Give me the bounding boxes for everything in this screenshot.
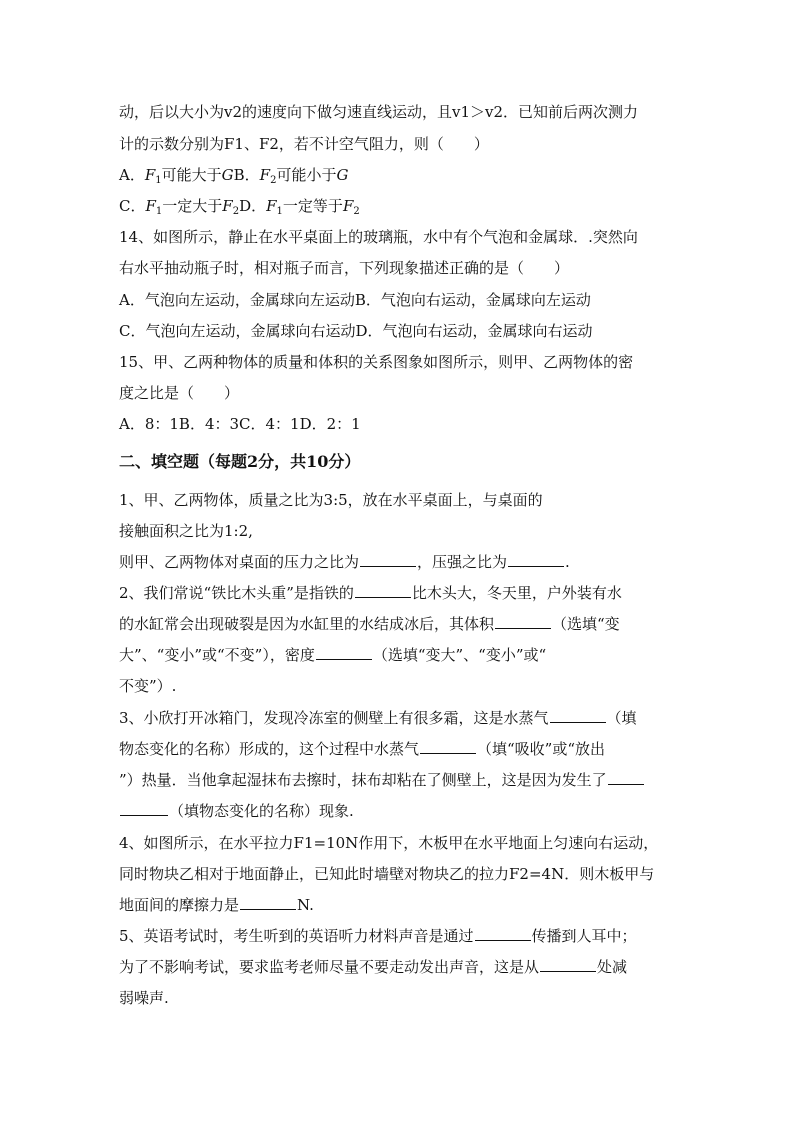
f2-text-2b: （选填“变 <box>552 615 620 633</box>
f5-line-1 <box>119 926 637 946</box>
q13-line-1: 动，后以大小为v2的速度向下做匀速直线运动，且v1＞v2．已知前后两次测力 <box>119 103 639 121</box>
answer-blank[interactable] <box>120 801 168 816</box>
option-c-text: 一定大于 <box>162 197 223 215</box>
f2-line-3 <box>119 645 546 665</box>
q13-line-2: 计的示数分别为F1、F2，若不计空气阻力，则（ ） <box>119 135 489 153</box>
f5-text-2b: 处减 <box>597 958 628 976</box>
f3-text-1b: （填 <box>606 709 637 727</box>
option-a-text: 可能大于 <box>161 166 222 184</box>
q14-line-1: 14、如图所示，静止在水平桌面上的玻璃瓶，水中有个气泡和金属球．.突然向 <box>119 228 638 246</box>
option-a-var: F <box>144 166 156 184</box>
option-d-var2: F <box>342 197 354 215</box>
option-d-sub: 1 <box>276 206 283 217</box>
f1-line-2: 接触面积之比为1:2, <box>119 522 253 540</box>
q15-options: A．8：1B．4：3C．4：1D．2：1 <box>119 415 361 433</box>
f1-text-b: ，压强之比为 <box>417 553 508 571</box>
answer-blank[interactable] <box>475 926 531 941</box>
option-c-var: F <box>145 197 156 215</box>
option-a-var2: G <box>221 166 234 184</box>
q13-options-ab <box>119 165 348 185</box>
q15-line-2: 度之比是（ ） <box>119 384 240 402</box>
f4-line-2: 同时物块乙相对于地面静止，已知此时墙壁对物块乙的拉力F2=4N．则木板甲与 <box>119 865 655 883</box>
section-heading: 二、填空题（每题2分，共10分） <box>119 452 361 471</box>
f2-text-2a: 的水缸常会出现破裂是因为水缸里的水结成冰后，其体积 <box>119 615 495 633</box>
answer-blank[interactable] <box>550 708 606 723</box>
option-c-sub2: 2 <box>232 206 240 217</box>
f3-text-3a: ”）热量．当他拿起湿抹布去擦时，抹布却粘在了侧壁上，这是因为发生了 <box>119 771 607 789</box>
f2-text-3a: 大”、“变小”或“不变”），密度 <box>119 646 315 664</box>
f1-text-a: 则甲、乙两物体对桌面的压力之比为 <box>119 553 360 571</box>
f5-line-3: 弱噪声. <box>119 989 169 1007</box>
option-b-var: F <box>259 166 271 184</box>
q14-options-ab: A．气泡向左运动，金属球向左运动B．气泡向右运动，金属球向左运动 <box>119 291 591 309</box>
f2-line-1 <box>119 583 622 603</box>
f4-text-3a: 地面间的摩擦力是 <box>119 896 240 914</box>
option-c-sub: 1 <box>155 206 163 217</box>
option-b-var2: G <box>336 166 349 184</box>
option-b-text: 可能小于 <box>276 166 337 184</box>
f3-line-3 <box>119 770 645 790</box>
f3-line-4 <box>119 801 354 821</box>
f1-line-1: 1、甲、乙两物体，质量之比为3:5，放在水平桌面上，与桌面的 <box>119 491 543 509</box>
f3-text-1a: 3、小欣打开冰箱门，发现冷冻室的侧壁上有很多霜，这是水蒸气 <box>119 709 549 727</box>
option-a-sub: 1 <box>155 175 162 186</box>
f3-line-2 <box>119 739 605 759</box>
f3-text-2b: （填“吸收”或“放出 <box>477 740 606 758</box>
answer-blank[interactable] <box>355 583 411 598</box>
f4-line-1: 4、如图所示，在水平拉力F1=10N作用下，木板甲在水平地面上匀速向右运动， <box>119 834 659 852</box>
f5-text-2a: 为了不影响考试，要求监考老师尽量不要走动发出声音，这是从 <box>119 958 540 976</box>
answer-blank[interactable] <box>495 614 551 629</box>
answer-blank[interactable] <box>360 552 416 567</box>
answer-blank[interactable] <box>540 957 596 972</box>
answer-blank[interactable] <box>608 770 644 785</box>
answer-blank[interactable] <box>240 895 296 910</box>
f4-line-3 <box>119 895 314 915</box>
f5-line-2 <box>119 957 627 977</box>
f1-line-3 <box>119 552 570 572</box>
f2-line-2 <box>119 614 620 634</box>
f2-line-4: 不变”）. <box>119 677 177 695</box>
option-b-sub: 2 <box>270 175 277 186</box>
f3-text-4b: （填物态变化的名称）现象. <box>169 802 354 820</box>
f3-line-1 <box>119 708 637 728</box>
f3-text-2a: 物态变化的名称）形成的，这个过程中水蒸气 <box>119 740 420 758</box>
f2-text-1a: 2、我们常说“铁比木头重”是指铁的 <box>119 584 354 602</box>
option-a-prefix: A． <box>119 166 145 184</box>
option-d-prefix: D． <box>239 197 267 215</box>
f5-text-1a: 5、英语考试时，考生听到的英语听力材料声音是通过 <box>119 927 474 945</box>
f1-text-c: . <box>565 553 570 571</box>
option-c-var2: F <box>222 197 233 215</box>
q15-line-1: 15、甲、乙两种物体的质量和体积的关系图象如图所示，则甲、乙两物体的密 <box>119 353 634 371</box>
answer-blank[interactable] <box>420 739 476 754</box>
q14-line-2: 右水平抽动瓶子时，相对瓶子而言，下列现象描述正确的是（ ） <box>119 259 570 277</box>
option-d-text: 一定等于 <box>282 197 343 215</box>
q14-options-cd: C．气泡向左运动，金属球向右运动D．气泡向右运动，金属球向右运动 <box>119 322 593 340</box>
answer-blank[interactable] <box>316 645 372 660</box>
option-d-var: F <box>266 197 277 215</box>
f2-text-1b: 比木头大，冬天里，户外装有水 <box>411 584 622 602</box>
option-b-prefix: B． <box>233 166 260 184</box>
q13-options-cd <box>119 196 360 216</box>
f5-text-1b: 传播到人耳中； <box>531 927 637 945</box>
answer-blank[interactable] <box>508 552 564 567</box>
option-c-prefix: C． <box>119 197 146 215</box>
option-d-sub2: 2 <box>353 206 360 217</box>
f2-text-3b: （选填“变大”、“变小”或“ <box>372 646 547 664</box>
f4-text-3b: N. <box>297 896 314 914</box>
